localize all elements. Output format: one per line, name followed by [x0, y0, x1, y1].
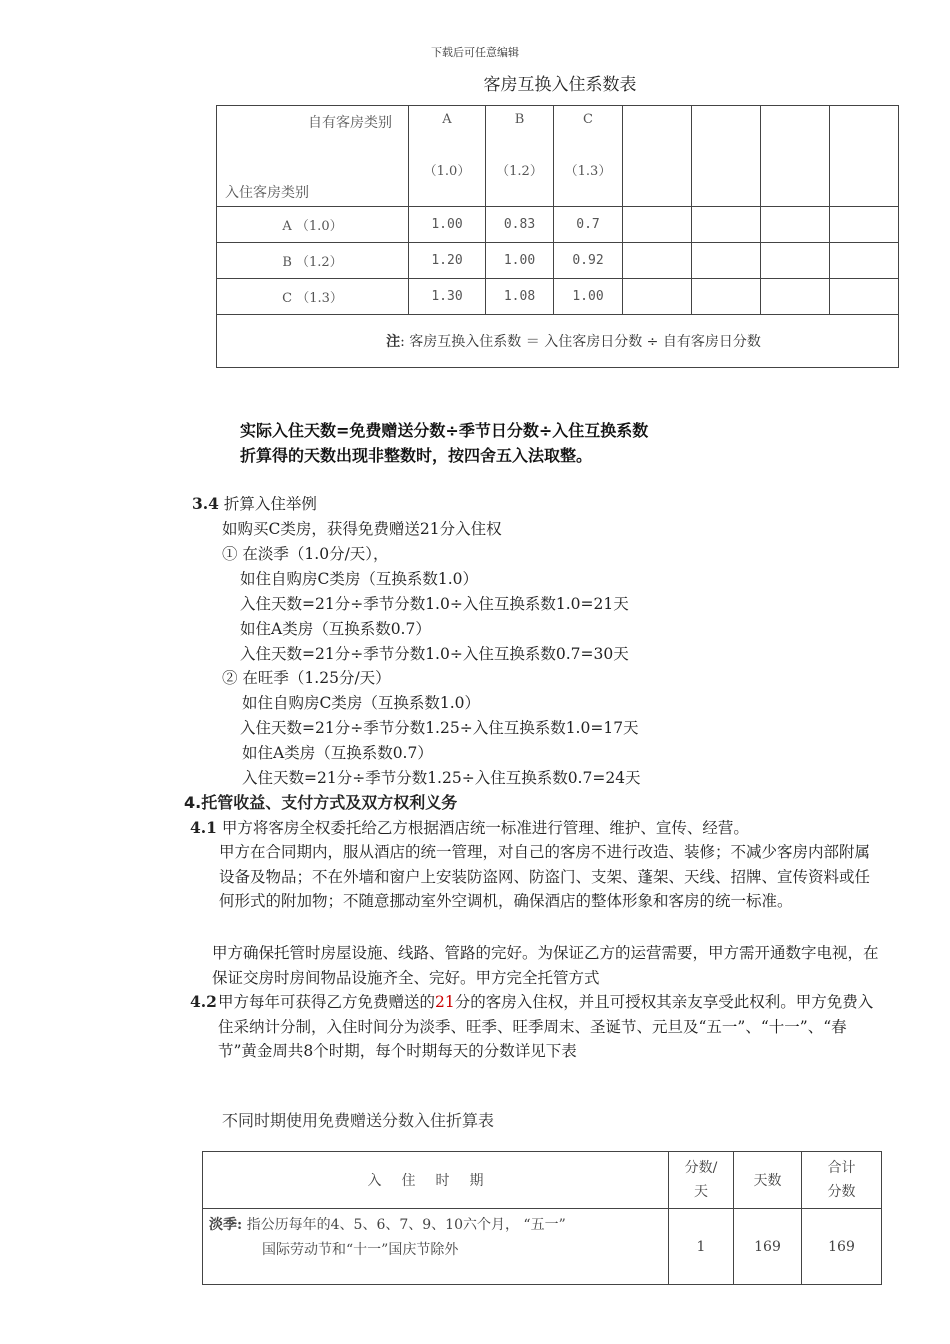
row-label: B （1.2） — [217, 243, 409, 279]
section42-number-line — [190, 992, 217, 1012]
formula-block — [240, 418, 648, 468]
col-header-c — [554, 106, 623, 207]
section-number: 4.1 — [190, 818, 217, 837]
table1-note — [217, 315, 899, 368]
col-letter: A — [442, 112, 452, 127]
table-cell: 169 — [802, 1209, 882, 1285]
table-cell: 1.08 — [486, 279, 554, 315]
corner-bottom-label: 入住客房类别 — [225, 185, 309, 201]
empty-cell — [761, 106, 830, 207]
note-text: : 客房互换入住系数 ＝ 入住客房日分数 ÷ 自有客房日分数 — [400, 334, 761, 350]
col-letter: C — [583, 112, 593, 127]
col-coef: （1.0） — [423, 164, 471, 179]
section-title: 折算入住举例 — [223, 495, 317, 513]
period-line — [209, 1213, 662, 1238]
coefficient-table — [216, 105, 899, 368]
empty-cell — [830, 279, 899, 315]
example-line: 如住A类房（互换系数0.7） — [240, 620, 431, 638]
empty-cell — [761, 243, 830, 279]
empty-cell — [623, 243, 692, 279]
example-line: ② 在旺季（1.25分/天） — [222, 669, 391, 687]
example-line: 入住天数=21分÷季节分数1.0÷入住互换系数0.7=30天 — [240, 645, 629, 663]
empty-cell — [830, 243, 899, 279]
empty-cell — [692, 279, 761, 315]
section-number: 3.4 — [192, 494, 219, 513]
col-coef: （1.2） — [496, 164, 543, 179]
s42-points: 21 — [435, 993, 455, 1011]
section41-line — [190, 818, 749, 838]
section4-heading: 4.托管收益、支付方式及双方权利义务 — [184, 793, 458, 812]
empty-cell — [692, 243, 761, 279]
empty-cell — [692, 207, 761, 243]
header-note: 下载后可任意编辑 — [431, 46, 519, 59]
col-letter: B — [514, 112, 525, 127]
row-label: C （1.3） — [217, 279, 409, 315]
table-cell: 1.20 — [409, 243, 486, 279]
example-line: 如购买C类房，获得免费赠送21分入住权 — [222, 520, 502, 538]
empty-cell — [623, 279, 692, 315]
section41-text: 甲方将客房全权委托给乙方根据酒店统一标准进行管理、维护、宣传、经营。 — [221, 819, 749, 837]
header-points-per-day — [669, 1152, 734, 1209]
empty-cell — [761, 279, 830, 315]
table-cell: 0.92 — [554, 243, 623, 279]
empty-cell — [623, 106, 692, 207]
example-line: 如住自购房C类房（互换系数1.0） — [240, 570, 479, 588]
example-line: 如住A类房（互换系数0.7） — [242, 744, 433, 762]
section34-heading — [192, 494, 317, 514]
table1-title: 客房互换入住系数表 — [483, 75, 637, 95]
note-label: 注 — [386, 334, 401, 350]
period-cell — [203, 1209, 669, 1285]
corner-cell — [217, 106, 409, 207]
period-line2: 国际劳动节和“十一”国庆节除外 — [262, 1242, 459, 1258]
corner-top-label: 自有客房类别 — [308, 115, 392, 131]
table-cell: 1.00 — [409, 207, 486, 243]
col-header-a — [409, 106, 486, 207]
table-cell: 0.7 — [554, 207, 623, 243]
empty-cell — [830, 106, 899, 207]
section41-paragraph: 甲方在合同期内，服从酒店的统一管理，对自己的客房不进行改造、装修；不减少客房内部附属设备及物品；不在外墙和窗户上安装防盗网、防盗门、支架、蓬架、天线、招牌、宣传资料或任何形式的附加物；不随意挪动室外空调机，确保酒店的整体形象和客房的统一标准。 — [219, 843, 871, 910]
period-text: 指公历每年的4、5、6、7、9、10六个月， “五一” — [246, 1217, 566, 1233]
s42-post: 分的客房入住权，并且可授权其亲友享受此权利。甲方免费入住采纳计分制，入住时间分为淡季、旺季、旺季周末、圣诞节、元旦及“五一”、“十一”、“春节”黄金周共8个时期，每个时期每天的分数详见下表 — [218, 993, 874, 1060]
table2-title: 不同时期使用免费赠送分数入住折算表 — [222, 1111, 495, 1130]
header-label: 入住时期 — [367, 1173, 504, 1189]
empty-cell — [692, 106, 761, 207]
table-cell: 1 — [669, 1209, 734, 1285]
header-line: 合计 — [827, 1160, 856, 1176]
empty-cell — [623, 207, 692, 243]
s42-pre: 甲方每年可获得乙方免费赠送的 — [218, 993, 436, 1011]
header-period — [203, 1152, 669, 1209]
section42-paragraph — [218, 990, 884, 1064]
header-days: 天数 — [734, 1152, 802, 1209]
points-table — [202, 1151, 882, 1285]
period-label: 淡季: — [209, 1217, 243, 1233]
section41-paragraph2: 甲方确保托管时房屋设施、线路、管路的完好。为保证乙方的运营需要，甲方需开通数字电视，在保证交房时房间物品设施齐全、完好。甲方完全托管方式 — [212, 944, 879, 987]
table-cell: 1.00 — [486, 243, 554, 279]
formula-line: 折算得的天数出现非整数时，按四舍五入法取整。 — [240, 446, 593, 465]
header-line: 天 — [694, 1184, 708, 1200]
table-cell: 1.30 — [409, 279, 486, 315]
example-line: 如住自购房C类房（互换系数1.0） — [242, 694, 481, 712]
empty-cell — [830, 207, 899, 243]
table-cell: 0.83 — [486, 207, 554, 243]
example-line: 入住天数=21分÷季节分数1.25÷入住互换系数0.7=24天 — [242, 769, 641, 787]
col-header-b — [486, 106, 554, 207]
table-cell: 1.00 — [554, 279, 623, 315]
section-number: 4.2 — [190, 992, 217, 1011]
example-line: 入住天数=21分÷季节分数1.0÷入住互换系数1.0=21天 — [240, 595, 629, 613]
empty-cell — [761, 207, 830, 243]
example-line: ① 在淡季（1.0分/天）， — [222, 545, 389, 563]
col-coef: （1.3） — [564, 164, 612, 179]
example-line: 入住天数=21分÷季节分数1.25÷入住互换系数1.0=17天 — [240, 719, 639, 737]
formula-line: 实际入住天数=免费赠送分数÷季节日分数÷入住互换系数 — [240, 421, 649, 440]
header-total — [802, 1152, 882, 1209]
header-line: 分数/ — [684, 1160, 718, 1176]
header-line: 分数 — [827, 1184, 856, 1200]
row-label: A （1.0） — [217, 207, 409, 243]
table-cell: 169 — [734, 1209, 802, 1285]
